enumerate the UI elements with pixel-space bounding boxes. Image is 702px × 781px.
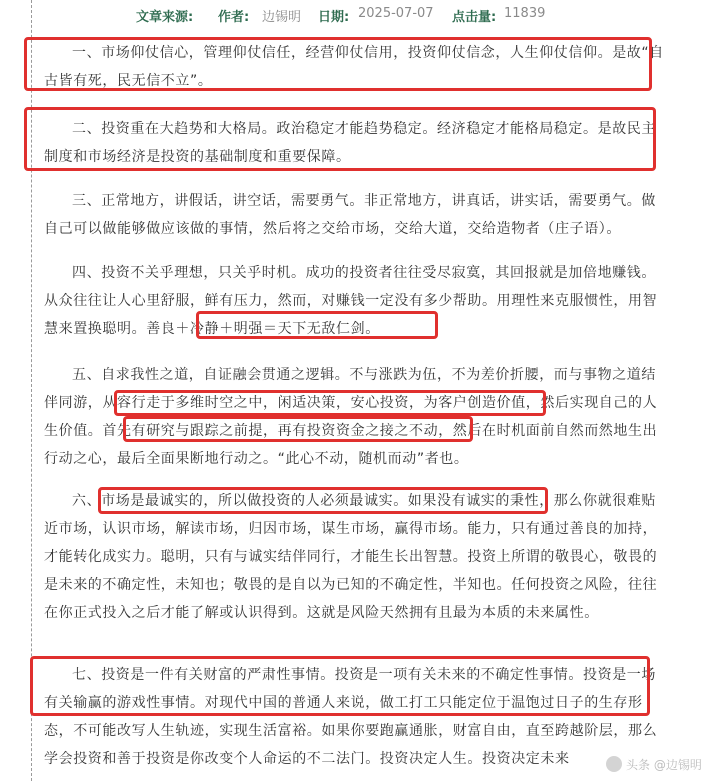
paragraph-5: 五、自求我性之道，自证融会贯通之逻辑。不与涨跌为伍，不为差价折腰，而与事物之道结伴同游，从容行走于多维时空之中，闲适决策，安心投资，为客户创造价值，然后实现自己的人生价值。首先有研究与跟踪之前提，再有投资资金之接之不动，然后在时机面前自然而然地生出行动之心，最后全面果断地行动之。“此心不动，随机而动”者也。 [44, 367, 658, 467]
highlight-box-paragraph-2 [24, 107, 656, 171]
date-value: 2025-07-07 [358, 6, 434, 21]
highlight-box-formula [196, 311, 438, 339]
paragraph-2: 二、投资重在大趋势和大格局。政治稳定才能趋势稳定。经济稳定才能格局稳定。是故民主制度和市场经济是投资的基础制度和重要保障。 [44, 121, 656, 165]
highlight-box-market-honest [98, 487, 548, 514]
clicks-value: 11839 [504, 6, 546, 21]
paragraph-1: 一、市场仰仗信心，管理仰仗信任，经营仰仗信用，投资仰仗信念，人生仰仗信仰。是故“自古皆有死，民无信不立”。 [44, 45, 664, 89]
highlight-box-paragraph-1 [24, 37, 652, 91]
watermark [606, 752, 702, 776]
date-label: 日期: [318, 10, 350, 25]
highlight-box-research-first [123, 416, 473, 442]
article-meta-bar [0, 4, 687, 24]
paragraph-7: 七、投资是一件有关财富的严肃性事情。投资是一项有关未来的不确定性事情。投资是一场有关输赢的游戏性事情。对现代中国的普通人来说，做工打工只能定位于温饱过日子的生存形态，不可能改写人生轨迹，实现生活富裕。如果你要跑赢通胀，财富自由，直至跨越阶层，那么学会投资和善于投资是你改变个人命运的不二法门。投资决定人生。投资决定未来 [44, 667, 658, 767]
paragraph-6: 六、市场是最诚实的，所以做投资的人必须最诚实。如果没有诚实的秉性，那么你就很难贴近市场，认识市场，解读市场，归因市场，谋生市场，赢得市场。能力，只有通过善良的加持，才能转化成实力。聪明，只有与诚实结伴同行，才能生长出智慧。投资上所谓的敬畏心，敬畏的是未来的不确定性，未知也；敬畏的是自以为已知的不确定性，半知也。任何投资之风险，往往在你正式投入之后才能了解或认识得到。这就是风险天然拥有且最为本质的未来属性。 [44, 493, 658, 621]
highlight-box-calm-walk [114, 390, 546, 416]
highlight-box-paragraph-7 [30, 656, 650, 716]
paragraph-4: 四、投资不关乎理想，只关乎时机。成功的投资者往往受尽寂寞，其回报就是加倍地赚钱。从众往往让人心里舒服，鲜有压力，然而，对赚钱一定没有多少帮助。用理性来克服惯性，用智慧来置换聪明。善良＋冷静＋明强＝天下无敌仁剑。 [44, 265, 658, 337]
source-label: 文章来源: [136, 10, 194, 25]
watermark-text: 头条 @边锡明 [626, 758, 702, 772]
watermark-logo-icon [606, 756, 622, 772]
clicks-label: 点击量: [452, 10, 497, 25]
paragraph-3: 三、正常地方，讲假话，讲空话，需要勇气。非正常地方，讲真话，讲实话，需要勇气。做自己可以做能够做应该做的事情，然后将之交给市场，交给大道，交给造物者（庄子语）。 [44, 193, 656, 237]
author-value: 边锡明 [262, 10, 302, 25]
author-label: 作者: [218, 10, 250, 25]
